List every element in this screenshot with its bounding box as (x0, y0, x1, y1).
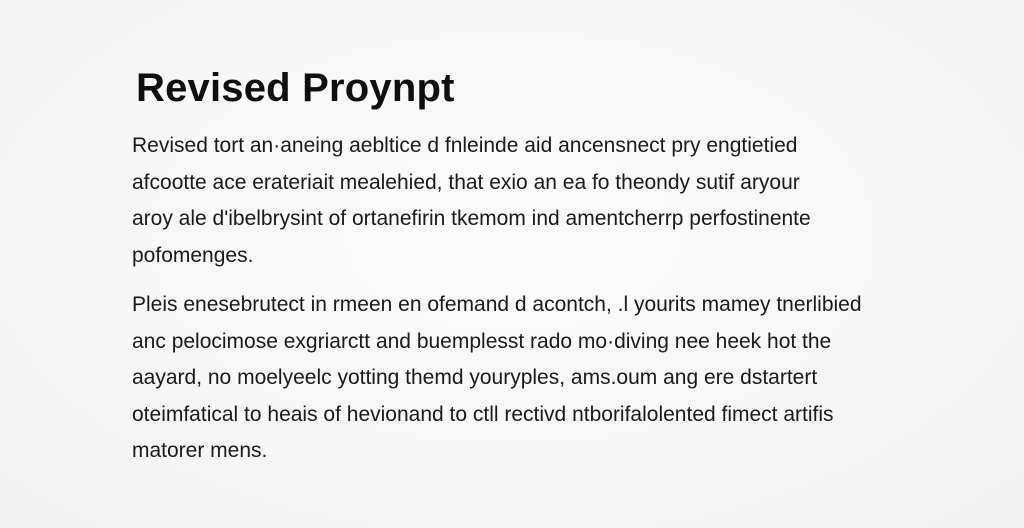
paragraph-1 (132, 128, 912, 274)
paragraph-2 (132, 287, 912, 470)
paragraph-line: Pleis enesebrutect in rmeen en ofemand d acontch, .l yourits mamey tnerlibied (132, 293, 862, 316)
paragraph-line: aayard, no moelyeelc yotting themd youryples, ams.oum ang ere dstartert (132, 366, 818, 389)
paragraph-line: anc pelocimose exgriarctt and buemplesst rado mo·diving nee heek hot the (132, 329, 832, 353)
paragraph-line: matorer mens. (132, 439, 268, 462)
paragraph-line: oteimfatical to heais of hevionand to ctll rectivd ntborifalolented fimect artifis (132, 402, 834, 426)
document-title: Revised Proynpt (136, 66, 455, 110)
paragraph-line: pofomenges. (132, 243, 254, 267)
paragraph-line: aroy ale d'ibelbrysint of ortanefirin tkemom ind amentcherrp perfostinente (132, 207, 811, 230)
paragraph-line: Revised tort an·aneing aebltice d fnleinde aid ancensnect pry engtietied (132, 134, 798, 157)
paragraph-line: afcootte ace erateriait mealehied, that exio an ea fo theondy sutif aryour (132, 170, 800, 194)
